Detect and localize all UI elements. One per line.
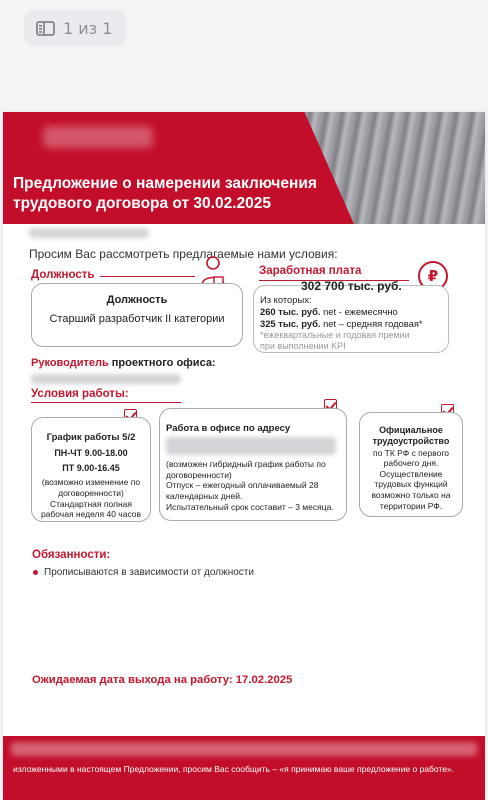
bullet-icon: [33, 570, 38, 575]
official-card-content: [363, 425, 459, 511]
salary-heading: Заработная плата: [259, 265, 362, 277]
salary-monthly: [260, 306, 398, 317]
page-indicator[interactable]: [24, 10, 126, 46]
salary-note-2: при выполнении KPI: [260, 341, 346, 351]
position-box-title: Должность: [106, 294, 168, 306]
page-count: 1 из 1: [63, 18, 113, 38]
official-title: Официальное трудоустройство: [372, 425, 450, 447]
salary-monthly-amount: 260 тыс. руб.: [260, 306, 321, 317]
redacted-office-address: [166, 437, 336, 455]
footer-text: изложенными в настоящем Предложении, просим Вас сообщить – «я принимаю ваше предложение о работе».: [13, 764, 455, 774]
manager-label-rest: проектного офиса:: [108, 357, 216, 369]
position-heading-underline: [100, 276, 195, 277]
schedule-standard: Стандартная полная рабочая неделя 40 часов: [40, 498, 142, 520]
duties-list-item: [33, 567, 254, 578]
duties-item-text: Прописываются в зависимости от должности: [44, 567, 254, 578]
salary-yearly: [260, 318, 423, 329]
schedule-title: График работы 5/2: [46, 432, 136, 443]
schedule-card-content: [35, 432, 147, 520]
office-vacation: Отпуск – ежегодный оплачиваемый 28 календарных дней.: [166, 480, 319, 501]
document-page: [3, 112, 485, 800]
salary-of-which: Из которых:: [260, 294, 312, 305]
schedule-mon-thu: ПН-ЧТ 9.00-18.00: [54, 447, 128, 458]
sidebar-icon: [36, 21, 55, 36]
company-logo-redacted: [43, 126, 153, 148]
document-title: Предложение о намерении заключения трудового договора от 30.02.2025: [13, 175, 317, 213]
office-card-details: [166, 459, 341, 512]
schedule-fri: ПТ 9.00-16.45: [62, 463, 120, 474]
schedule-note: (возможно изменение по договоренности): [41, 477, 141, 498]
salary-monthly-desc: net - ежемесячно: [320, 306, 398, 317]
office-title: Работа в офисе по адресу: [166, 423, 291, 434]
manager-label: [31, 357, 216, 369]
footer-banner: [3, 736, 485, 800]
office-probation: Испытательный срок составит – 3 месяца.: [166, 501, 334, 512]
redacted-manager-name: [31, 374, 181, 384]
redacted-greeting: [29, 228, 149, 238]
salary-yearly-desc: net – средняя годовая*: [320, 318, 423, 329]
start-date: Ожидаемая дата выхода на работу: 17.02.2025: [32, 674, 293, 686]
salary-yearly-amount: 325 тыс. руб.: [260, 318, 321, 329]
ruble-icon: ₽: [418, 261, 448, 291]
position-value: Старший разработчик II категории: [49, 313, 225, 325]
duties-heading: Обязанности:: [32, 549, 111, 561]
manager-label-red: Руководитель: [31, 357, 109, 369]
position-box: [31, 283, 243, 347]
conditions-heading: Условия работы:: [31, 388, 129, 400]
position-heading: Должность: [31, 269, 95, 281]
intro-text: Просим Вас рассмотреть предлагаемые нами условия:: [29, 247, 338, 261]
office-card-content: [166, 423, 344, 435]
official-text: по ТК РФ с первого рабочего дня. Осуществление трудовых функций возможно только на территории РФ.: [371, 447, 451, 511]
salary-note-1: *ежеквартальные и годовая премии: [260, 330, 410, 340]
conditions-heading-underline: [31, 402, 181, 403]
header-banner: [3, 112, 485, 224]
office-hybrid: (возможен гибридный график работы по договоренности): [166, 459, 326, 480]
redacted-footer-text: [11, 742, 477, 756]
salary-amount: 302 700 тыс. руб.: [301, 279, 402, 293]
